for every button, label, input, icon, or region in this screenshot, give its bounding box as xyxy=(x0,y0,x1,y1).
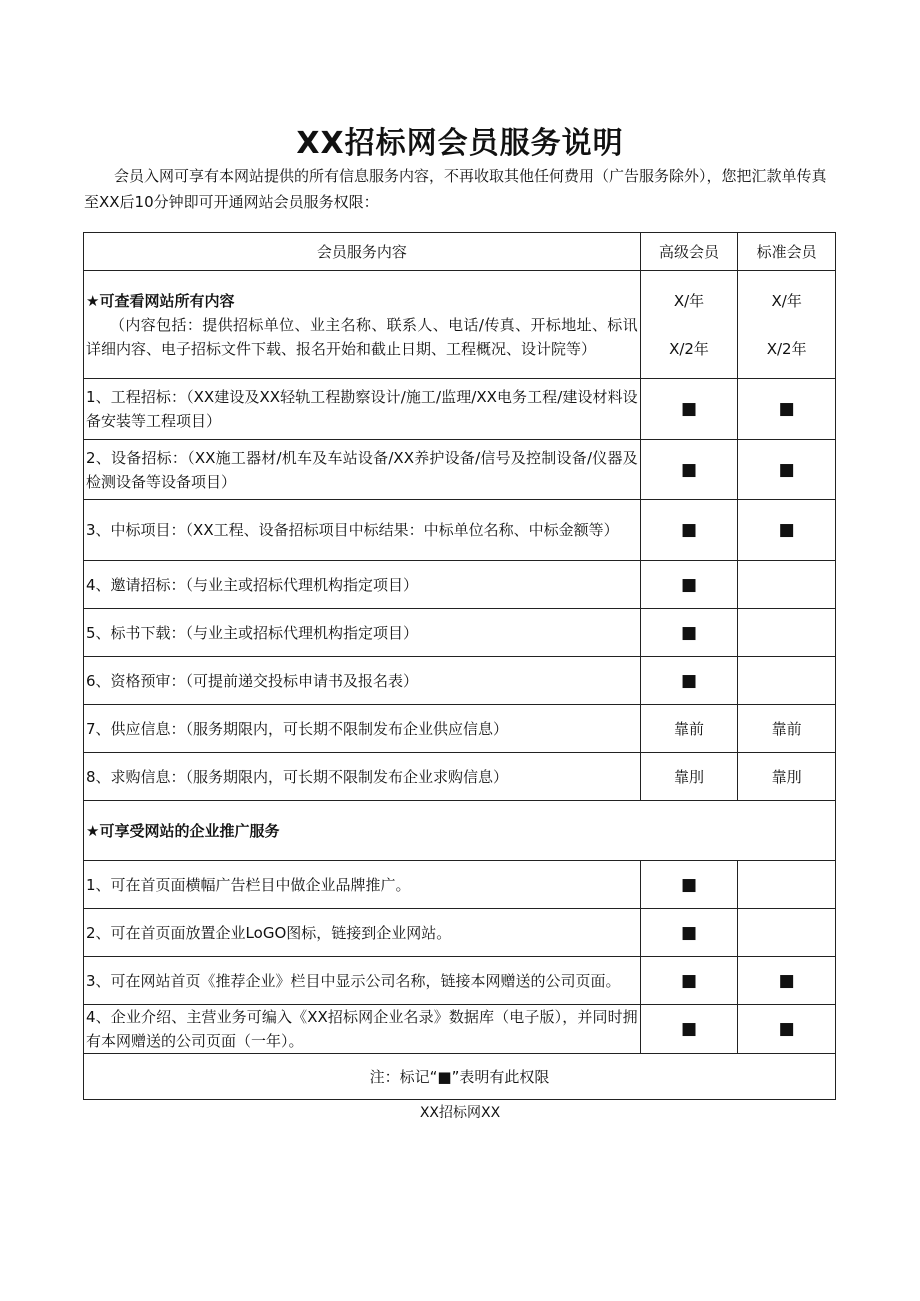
standard-mark xyxy=(738,909,836,957)
standard-mark xyxy=(738,861,836,909)
table-note: 注：标记“■”表明有此权限 xyxy=(84,1054,836,1100)
standard-mark xyxy=(738,657,836,705)
standard-mark xyxy=(738,561,836,609)
standard-mark: ■ xyxy=(738,440,836,500)
table-row xyxy=(84,909,836,957)
row-label: 7、供应信息：（服务期限内，可长期不限制发布企业供应信息） xyxy=(84,705,641,753)
premium-mark: ■ xyxy=(640,1005,738,1054)
row-label: 2、设备招标：（XX施工器材/机车及车站设备/XX养护设备/信号及控制设备/仪器及检测设备等设备项目） xyxy=(84,440,641,500)
premium-mark: 靠刖 xyxy=(640,753,738,801)
standard-mark: ■ xyxy=(738,500,836,561)
table-row xyxy=(84,753,836,801)
table-row xyxy=(84,379,836,440)
section2-title: ★可享受网站的企业推广服务 xyxy=(84,801,836,861)
header-premium-member: 高级会员 xyxy=(640,233,738,271)
table-row xyxy=(84,609,836,657)
standard-mark: ■ xyxy=(738,1005,836,1054)
table-row xyxy=(84,440,836,500)
premium-mark: ■ xyxy=(640,379,738,440)
premium-mark: ■ xyxy=(640,500,738,561)
note-row xyxy=(84,1054,836,1100)
standard-price-1yr: X/年 xyxy=(771,291,802,310)
standard-mark: 靠前 xyxy=(738,705,836,753)
premium-mark: ■ xyxy=(640,440,738,500)
standard-mark: ■ xyxy=(738,379,836,440)
section2-row xyxy=(84,801,836,861)
page-footer: XX招标网XX xyxy=(419,1105,501,1121)
premium-price-2yr: X/2年 xyxy=(669,339,709,358)
section1-premium-price xyxy=(640,271,738,379)
table-row xyxy=(84,861,836,909)
row-label: 3、可在网站首页《推荐企业》栏目中显示公司名称，链接本网赠送的公司页面。 xyxy=(84,957,641,1005)
premium-price-1yr: X/年 xyxy=(673,291,705,310)
row-label: 5、标书下载：（与业主或招标代理机构指定项目） xyxy=(84,609,641,657)
section1-title: ★可查看网站所有内容 xyxy=(86,291,235,310)
table-row xyxy=(84,561,836,609)
table-row xyxy=(84,705,836,753)
standard-mark: ■ xyxy=(738,957,836,1005)
premium-mark: ■ xyxy=(640,957,738,1005)
header-service-content: 会员服务内容 xyxy=(84,233,641,271)
standard-mark xyxy=(738,609,836,657)
table-row xyxy=(84,957,836,1005)
row-label: 2、可在首页面放置企业LoGO图标，链接到企业网站。 xyxy=(84,909,641,957)
row-label: 1、可在首页面横幅广告栏目中做企业品牌推广。 xyxy=(84,861,641,909)
table-row xyxy=(84,500,836,561)
row-label: 1、工程招标：（XX建设及XX轻轨工程勘察设计/施工/监理/XX电务工程/建设材料设备安装等工程项目） xyxy=(84,379,641,440)
section1-row xyxy=(84,271,836,379)
premium-mark: ■ xyxy=(640,657,738,705)
section1-cell xyxy=(84,271,641,379)
row-label: 3、中标项目：（XX工程、设备招标项目中标结果：中标单位名称、中标金额等） xyxy=(84,500,641,561)
row-label: 4、邀请招标：（与业主或招标代理机构指定项目） xyxy=(84,561,641,609)
row-label: 4、企业介绍、主营业务可编入《XX招标网企业名录》数据库（电子版），并同时拥有本网赠送的公司页面（一年）。 xyxy=(84,1005,641,1054)
table-row xyxy=(84,657,836,705)
premium-mark: 靠前 xyxy=(640,705,738,753)
premium-mark: ■ xyxy=(640,909,738,957)
page-title: XX招标网会员服务说明 xyxy=(296,126,624,161)
row-label: 6、资格预审：（可提前递交投标申请书及报名表） xyxy=(84,657,641,705)
section1-standard-price xyxy=(738,271,836,379)
standard-price-2yr: X/2年 xyxy=(766,339,807,358)
standard-mark: 靠刖 xyxy=(738,753,836,801)
premium-mark: ■ xyxy=(640,561,738,609)
membership-table xyxy=(83,232,836,1100)
table-row xyxy=(84,1005,836,1054)
premium-mark: ■ xyxy=(640,861,738,909)
premium-mark: ■ xyxy=(640,609,738,657)
section1-detail: （内容包括：提供招标单位、业主名称、联系人、电话/传真、开标地址、标讯详细内容、电子招标文件下载、报名开始和截止日期、工程概况、设计院等） xyxy=(86,315,638,358)
header-standard-member: 标准会员 xyxy=(738,233,836,271)
table-header-row xyxy=(84,233,836,271)
intro-paragraph: 会员入网可享有本网站提供的所有信息服务内容，不再收取其他任何费用（广告服务除外），您把汇款单传真至XX后10分钟即可开通网站会员服务权限： xyxy=(84,167,827,211)
row-label: 8、求购信息：（服务期限内，可长期不限制发布企业求购信息） xyxy=(84,753,641,801)
